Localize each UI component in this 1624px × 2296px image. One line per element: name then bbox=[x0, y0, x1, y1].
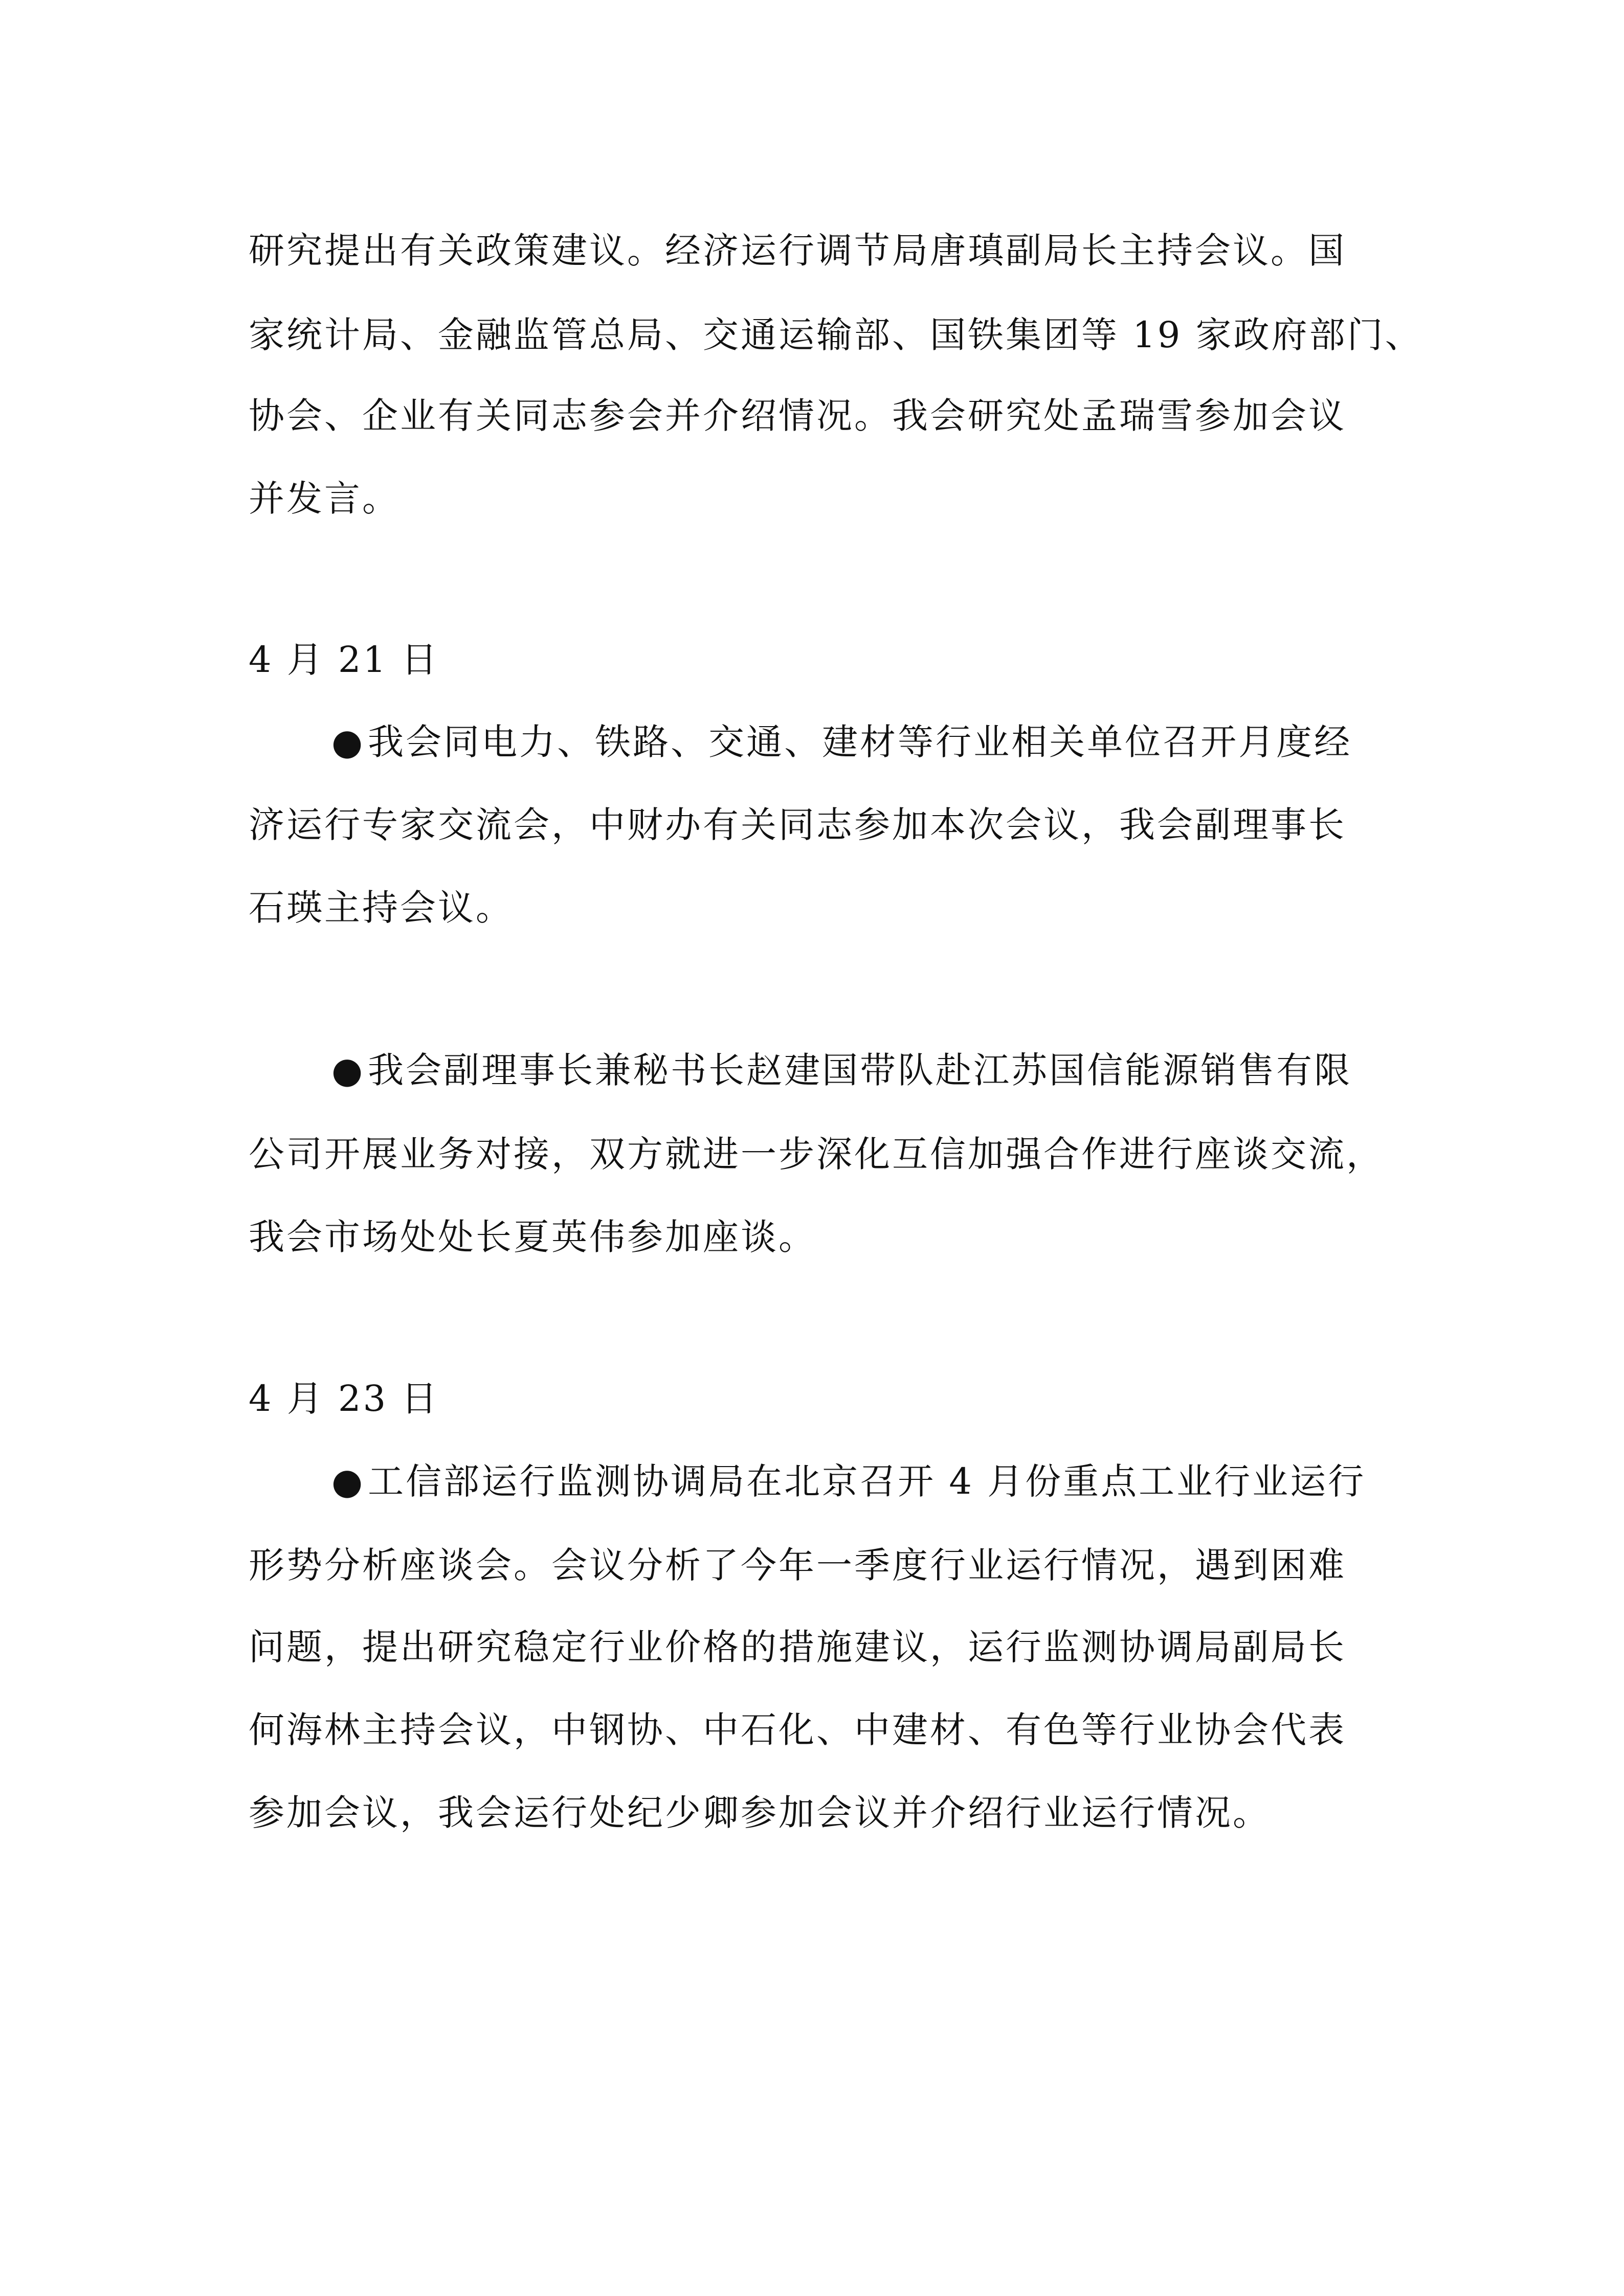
bullet-icon: ● bbox=[331, 1049, 365, 1091]
section-1-item-1-line-1 bbox=[331, 719, 1352, 765]
section-2-item-1-line-3: 问题，提出研究稳定行业价格的措施建议，运行监测协调局副局长 bbox=[249, 1626, 1346, 1668]
section-1-item-2-line-3: 我会市场处处长夏英伟参加座谈。 bbox=[249, 1216, 816, 1258]
section-1-item-1-text: 我会同电力、铁路、交通、建材等行业相关单位召开月度经 bbox=[368, 721, 1352, 763]
paragraph-1-line-1: 研究提出有关政策建议。经济运行调节局唐瑱副局长主持会议。国 bbox=[249, 230, 1346, 272]
bullet-icon: ● bbox=[331, 721, 365, 763]
section-1-date: 4 月 21 日 bbox=[249, 639, 439, 681]
section-2-item-1-line-5: 参加会议，我会运行处纪少卿参加会议并介绍行业运行情况。 bbox=[249, 1792, 1271, 1834]
section-1-item-2-line-2: 公司开展业务对接，双方就进一步深化互信加强合作进行座谈交流， bbox=[249, 1133, 1384, 1175]
section-1-item-2-line-1 bbox=[331, 1047, 1352, 1093]
paragraph-1-line-2: 家统计局、金融监管总局、交通运输部、国铁集团等 19 家政府部门、 bbox=[249, 314, 1423, 356]
paragraph-1-line-4: 并发言。 bbox=[249, 478, 400, 520]
section-1-item-1-line-3: 石瑛主持会议。 bbox=[249, 887, 514, 929]
section-2-item-1-line-4: 何海林主持会议，中钢协、中石化、中建材、有色等行业协会代表 bbox=[249, 1709, 1346, 1751]
section-2-item-1-text: 工信部运行监测协调局在北京召开 4 月份重点工业行业运行 bbox=[368, 1460, 1366, 1502]
section-1-item-1-line-2: 济运行专家交流会，中财办有关同志参加本次会议，我会副理事长 bbox=[249, 804, 1346, 846]
section-2-date: 4 月 23 日 bbox=[249, 1378, 439, 1420]
paragraph-1-line-3: 协会、企业有关同志参会并介绍情况。我会研究处孟瑞雪参加会议 bbox=[249, 395, 1346, 437]
section-1-item-2-text: 我会副理事长兼秘书长赵建国带队赴江苏国信能源销售有限 bbox=[368, 1049, 1352, 1091]
section-2-item-1-line-1 bbox=[331, 1458, 1366, 1504]
bullet-icon: ● bbox=[331, 1460, 365, 1502]
section-2-item-1-line-2: 形势分析座谈会。会议分析了今年一季度行业运行情况，遇到困难 bbox=[249, 1544, 1346, 1586]
